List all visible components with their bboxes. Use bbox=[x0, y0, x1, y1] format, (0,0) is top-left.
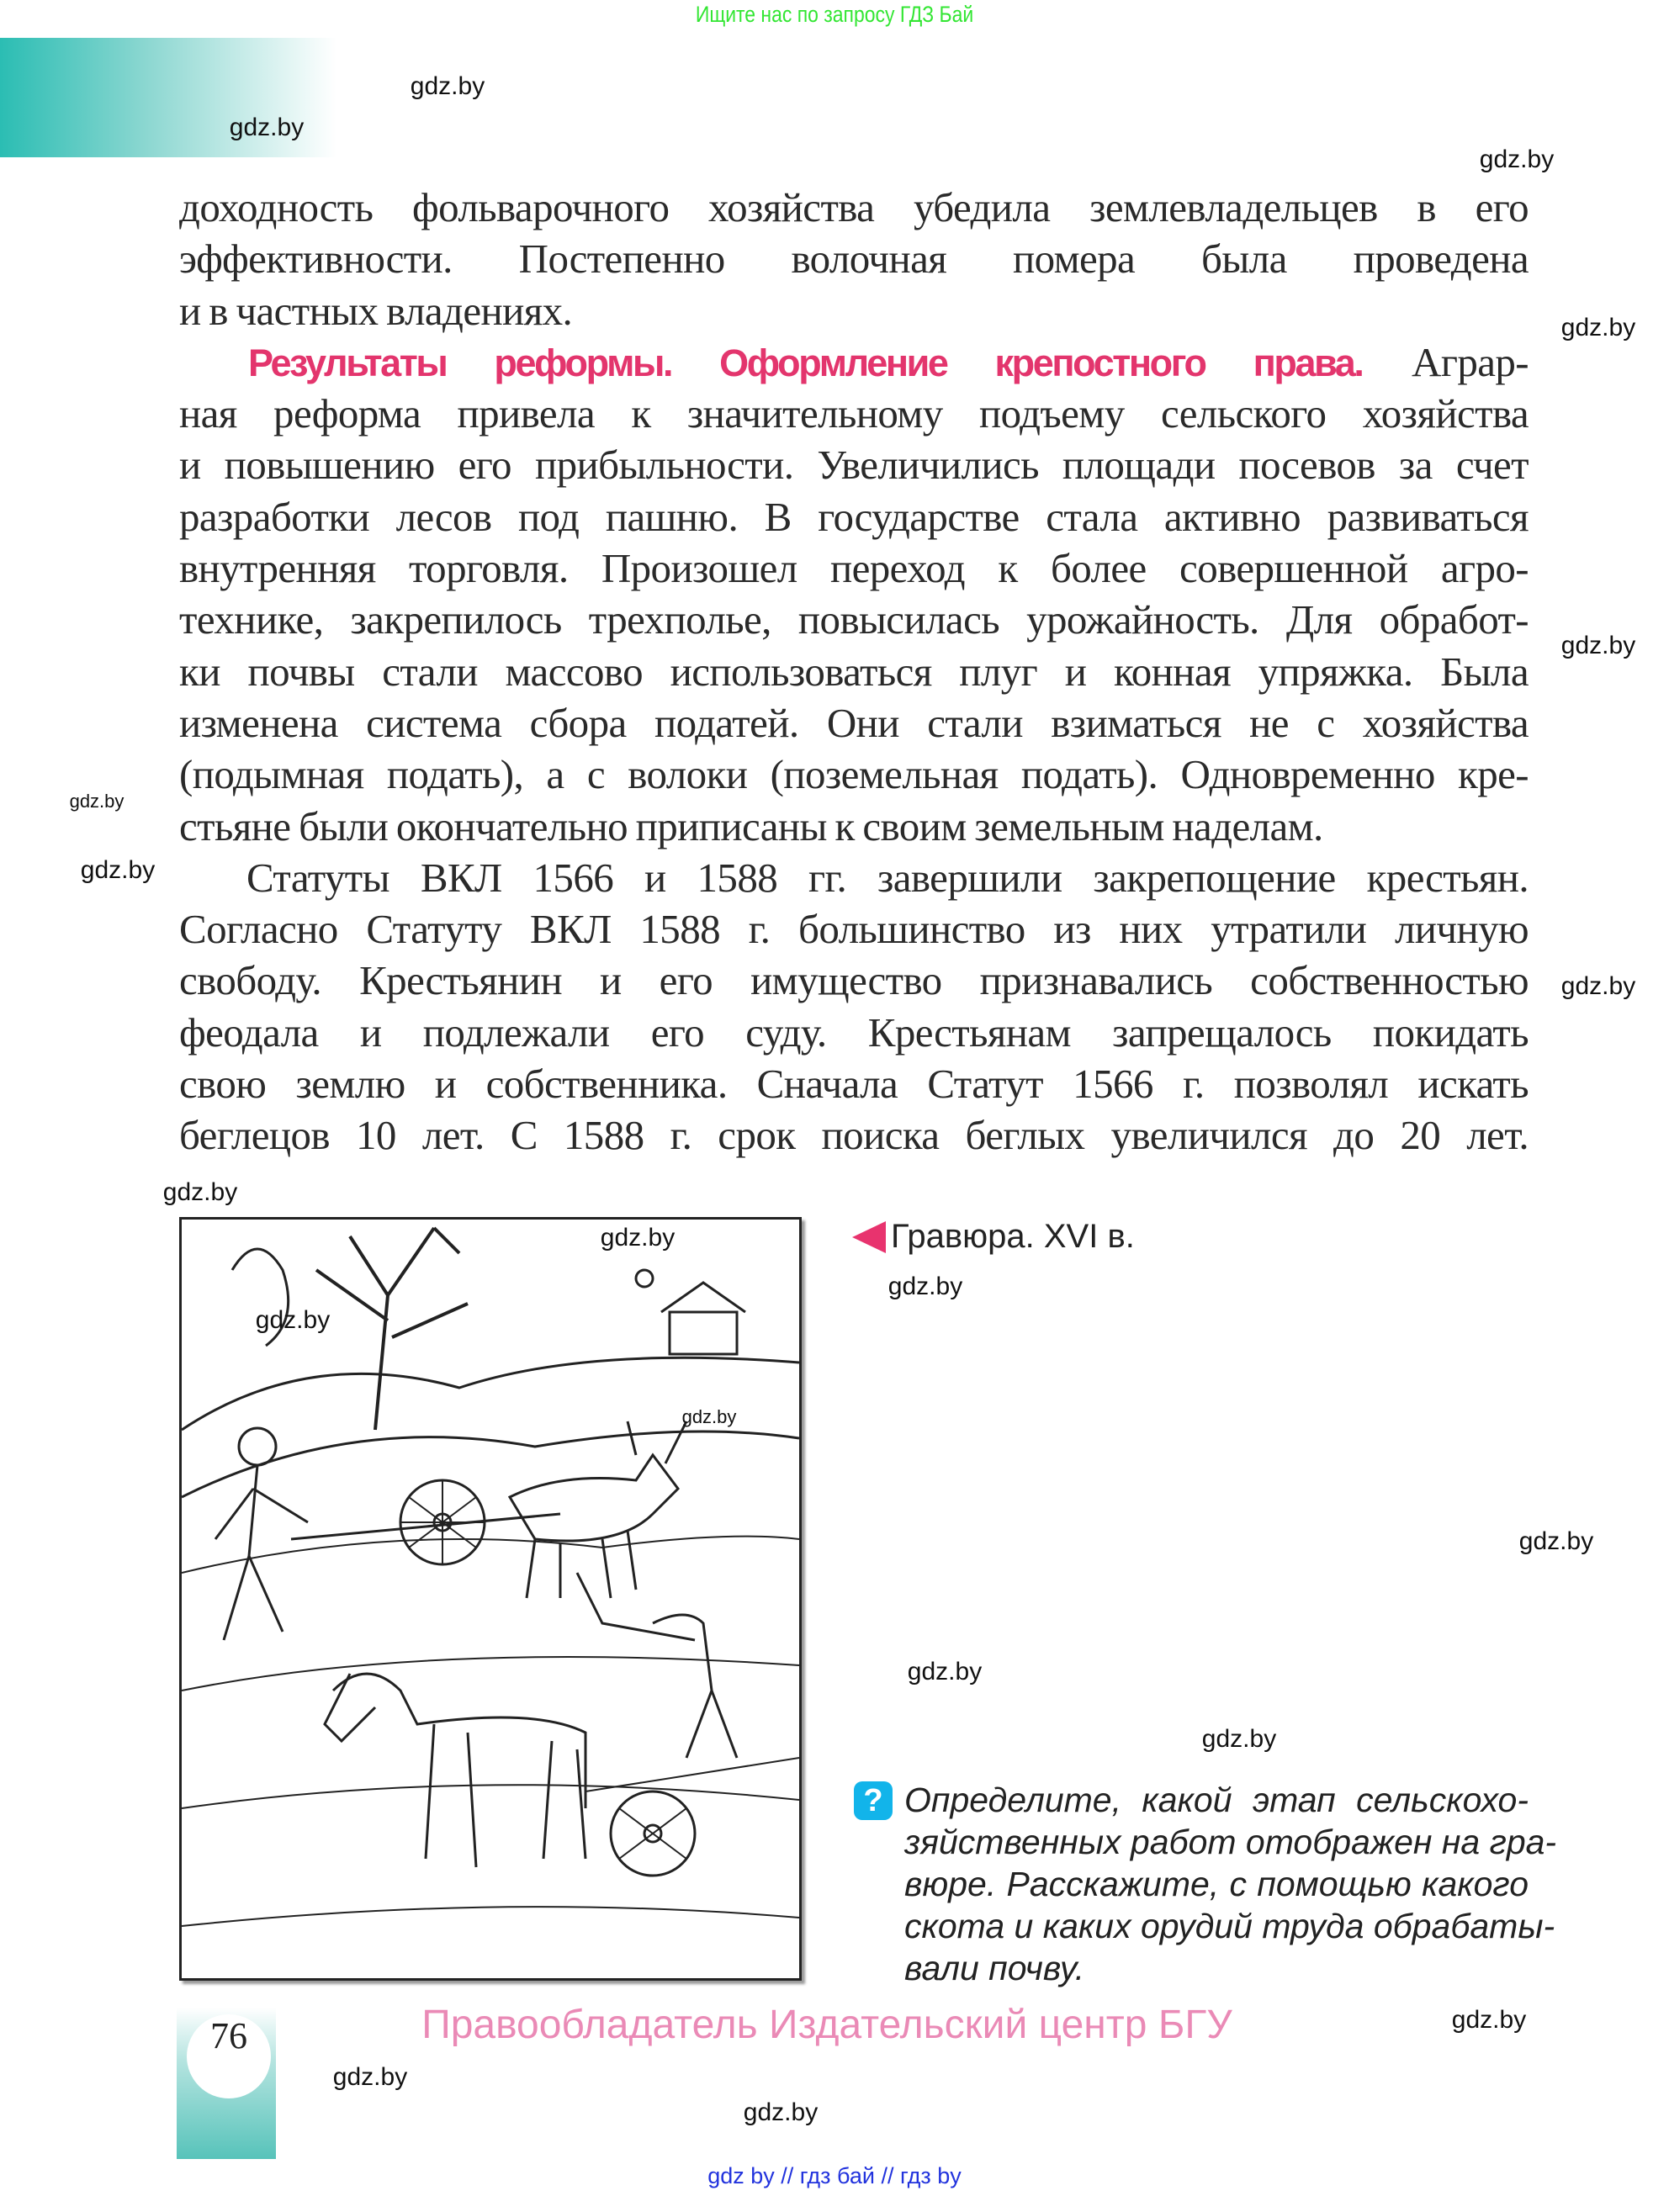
watermark: gdz.by bbox=[600, 1224, 676, 1252]
text-line: технике, закрепилось трехполье, повысилась урожайность. Для обработ- bbox=[179, 596, 1529, 643]
watermark: gdz.by bbox=[887, 1273, 963, 1300]
text-line: ная реформа привела к значительному подъему сельского хозяйства bbox=[179, 390, 1529, 437]
bottom-links[interactable]: gdz by // гдз бай // гдз by bbox=[707, 2163, 962, 2188]
question-line: зяйственных работ отображен на гра- bbox=[904, 1823, 1557, 1861]
caption-text: Гравюра. XVI в. bbox=[891, 1218, 1135, 1255]
text-line: (подымная подать), а с волоки (поземельная подать). Одновременно кре- bbox=[179, 751, 1529, 798]
watermark: gdz.by bbox=[1518, 1527, 1594, 1555]
question-line: Определите, какой этап сельскохо- bbox=[904, 1781, 1529, 1819]
text-line: эффективности. Постепенно волочная помера была проведена bbox=[179, 235, 1529, 283]
text-line: стьяне были окончательно приписаны к своим земельным наделам. bbox=[179, 802, 1323, 849]
triangle-pointer-icon bbox=[852, 1221, 886, 1253]
text-line: свою землю и собственника. Сначала Статут 1566 г. позволял искать bbox=[179, 1061, 1529, 1108]
watermark: gdz.by bbox=[743, 2098, 819, 2126]
text-line: свободу. Крестьянин и его имущество признавались собственностью bbox=[179, 957, 1529, 1004]
watermark: gdz.by bbox=[69, 791, 125, 812]
page-number: 76 bbox=[187, 2014, 271, 2098]
watermark: gdz.by bbox=[1201, 1725, 1277, 1753]
watermark: gdz.by bbox=[332, 2063, 408, 2091]
text-line: ки почвы стали массово использоваться плуг и конная упряжка. Была bbox=[179, 648, 1529, 695]
text-line: доходность фольварочного хозяйства убедила землевладельцев в его bbox=[179, 184, 1529, 230]
watermark: gdz.by bbox=[1560, 314, 1636, 341]
text-line: Согласно Статуту ВКЛ 1588 г. большинство из них утратили личную bbox=[179, 906, 1529, 953]
top-search-banner[interactable]: Ищите нас по запросу ГДЗ Бай bbox=[695, 2, 974, 27]
text-line: и повышению его прибыльности. Увеличились площади посевов за счет bbox=[179, 442, 1529, 489]
text-line: внутренняя торговля. Произошел переход к более совершенной агро- bbox=[179, 545, 1529, 592]
text-line: Статуты ВКЛ 1566 и 1588 гг. завершили закрепощение крестьян. bbox=[246, 854, 1529, 901]
question-line: вали почву. bbox=[904, 1949, 1085, 1987]
text-line: и в частных владениях. bbox=[179, 287, 573, 334]
watermark: gdz.by bbox=[1479, 146, 1555, 173]
watermark: gdz.by bbox=[681, 1406, 737, 1427]
watermark: gdz.by bbox=[1560, 972, 1636, 1000]
watermark: gdz.by bbox=[229, 114, 305, 141]
question-block bbox=[904, 1779, 1557, 1989]
watermark: gdz.by bbox=[162, 1178, 238, 1206]
watermark: gdz.by bbox=[80, 856, 156, 884]
watermark: gdz.by bbox=[255, 1306, 331, 1334]
figure-caption bbox=[852, 1218, 1135, 1256]
text-line: изменена система сбора податей. Они стали взиматься не с хозяйства bbox=[179, 699, 1529, 746]
body-text bbox=[179, 182, 1529, 1162]
text-fragment: Аграр- bbox=[1362, 338, 1529, 385]
copyright-notice: Правообладатель Издательский центр БГУ bbox=[421, 2003, 1232, 2047]
section-heading-line bbox=[179, 336, 1529, 388]
watermark: gdz.by bbox=[410, 72, 485, 100]
question-mark-icon: ? bbox=[854, 1781, 893, 1820]
text-line: феодала и подлежали его суду. Крестьянам запрещалось покидать bbox=[179, 1008, 1529, 1056]
section-heading: Результаты реформы. Оформление крепостного права. bbox=[248, 341, 1363, 384]
watermark: gdz.by bbox=[1560, 632, 1636, 659]
question-line: вюре. Расскажите, с помощью какого bbox=[904, 1865, 1529, 1903]
text-line: беглецов 10 лет. С 1588 г. срок поиска беглых увеличился до 20 лет. bbox=[179, 1112, 1529, 1159]
text-line: разработки лесов под пашню. В государстве стала активно развиваться bbox=[179, 493, 1529, 540]
watermark: gdz.by bbox=[1451, 2006, 1527, 2034]
watermark: gdz.by bbox=[907, 1658, 983, 1685]
question-line: скота и каких орудий труда обрабаты- bbox=[904, 1907, 1555, 1945]
